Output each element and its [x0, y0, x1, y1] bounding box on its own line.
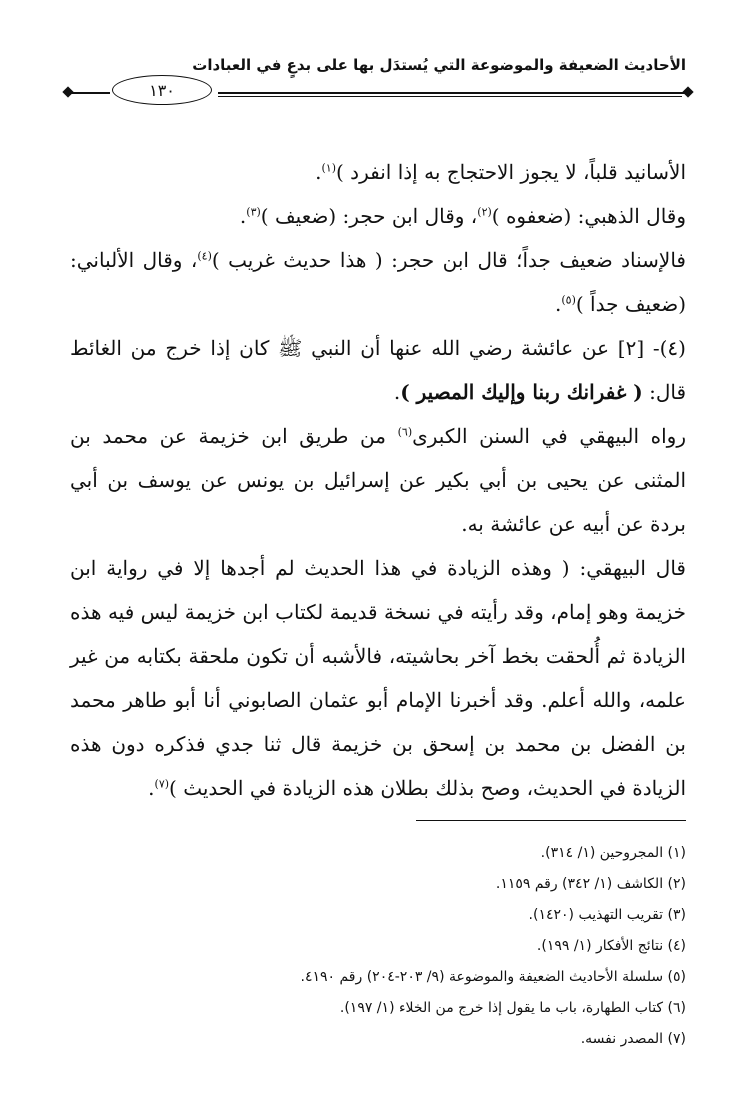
page-number	[112, 75, 212, 105]
footnote-separator	[416, 820, 686, 821]
paragraph-4-hadith: (٤)- [٢] عن عائشة رضي الله عنها أن النبي ﷺ كان إذا خرج من الغائط قال: ( غفرانك ربنا وإليك المصير ).	[70, 336, 686, 404]
footnote-1: (١) المجروحين (١/ ٣١٤).	[540, 845, 686, 861]
header-rule-thin	[218, 96, 682, 97]
diamond-ornament-left	[62, 86, 73, 97]
paragraph-5: رواه البيهقي في السنن الكبرى$^{(٦)}$ من طريق ابن خزيمة عن محمد بن المثنى عن يحيى بن أبي بكير عن إسرائيل بن يونس عن يوسف بن أبي بردة عن أبيه عن عائشة به.	[70, 424, 686, 536]
footnote-ref-5: (٥)	[561, 293, 576, 307]
main-text	[70, 150, 686, 810]
footnote-ref-1: (١)	[321, 161, 337, 175]
paragraph-6: قال البيهقي: ( وهذه الزيادة في هذا الحديث لم أجدها إلا في رواية ابن خزيمة وهو إمام، وقد رأيته في نسخة قديمة لكتاب ابن خزيمة ليس فيه هذه الزيادة ثم أُلحقت بخط آخر بحاشيته، فالأشبه أن تكون ملحقة بكتابه من غير علمه، والله أعلم. وقد أخبرنا الإمام أبو عثمان الصابوني أنا أبو طاهر محمد بن الفضل بن محمد بن إسحق بن خزيمة قال ثنا جدي فذكره دون هذه الزيادة في الحديث، وصح بذلك بطلان هذه الزيادة في الحديث )$^{(٧)}$.	[70, 556, 687, 800]
footnote-ref-6: (٦)	[397, 425, 413, 439]
running-title: الأحاديث الضعيفة والموضوعة التي يُستدَل بها على بدعٍ في العبادات	[192, 56, 686, 74]
footnote-5: (٥) سلسلة الأحاديث الضعيفة والموضوعة (٩/ ٢٠٣-٢٠٤) رقم ٤١٩٠.	[300, 969, 686, 985]
paragraph-3: فالإسناد ضعيف جداً؛ قال ابن حجر: ( هذا حديث غريب )$^{(٤)}$، وقال الألباني: (ضعيف جداً )$^{(٥)}$.	[70, 248, 686, 316]
header-rule	[218, 92, 686, 94]
hadith-text: ( غفرانك ربنا وإليك المصير )	[400, 380, 643, 404]
footnote-ref-4: (٤)	[197, 249, 212, 263]
footnote-2: (٢) الكاشف (١/ ٣٤٢) رقم ١١٥٩.	[495, 876, 686, 892]
footnote-3: (٣) تقريب التهذيب (١٤٢٠).	[528, 907, 686, 923]
paragraph-2: وقال الذهبي: (ضعفوه )$^{(٢)}$، وقال ابن حجر: (ضعيف )$^{(٣)}$.	[239, 204, 686, 228]
footnote-4: (٤) نتائج الأفكار (١/ ١٩٩).	[536, 938, 686, 954]
paragraph-1: الأسانيد قلباً، لا يجوز الاحتجاج به إذا انفرد )$^{(١)}$.	[315, 160, 686, 184]
footnote-ref-3: (٣)	[246, 205, 261, 219]
footnote-ref-2: (٢)	[477, 205, 492, 219]
header-rule-left	[70, 92, 110, 94]
diamond-ornament-right	[682, 86, 693, 97]
footnote-ref-7: (٧)	[154, 777, 170, 791]
footnote-6: (٦) كتاب الطهارة، باب ما يقول إذا خرج من الخلاء (١/ ١٩٧).	[339, 1000, 686, 1016]
footnote-7: (٧) المصدر نفسه.	[580, 1031, 686, 1047]
page-number-text: ١٣٠	[149, 80, 175, 100]
footnotes	[70, 838, 686, 1055]
